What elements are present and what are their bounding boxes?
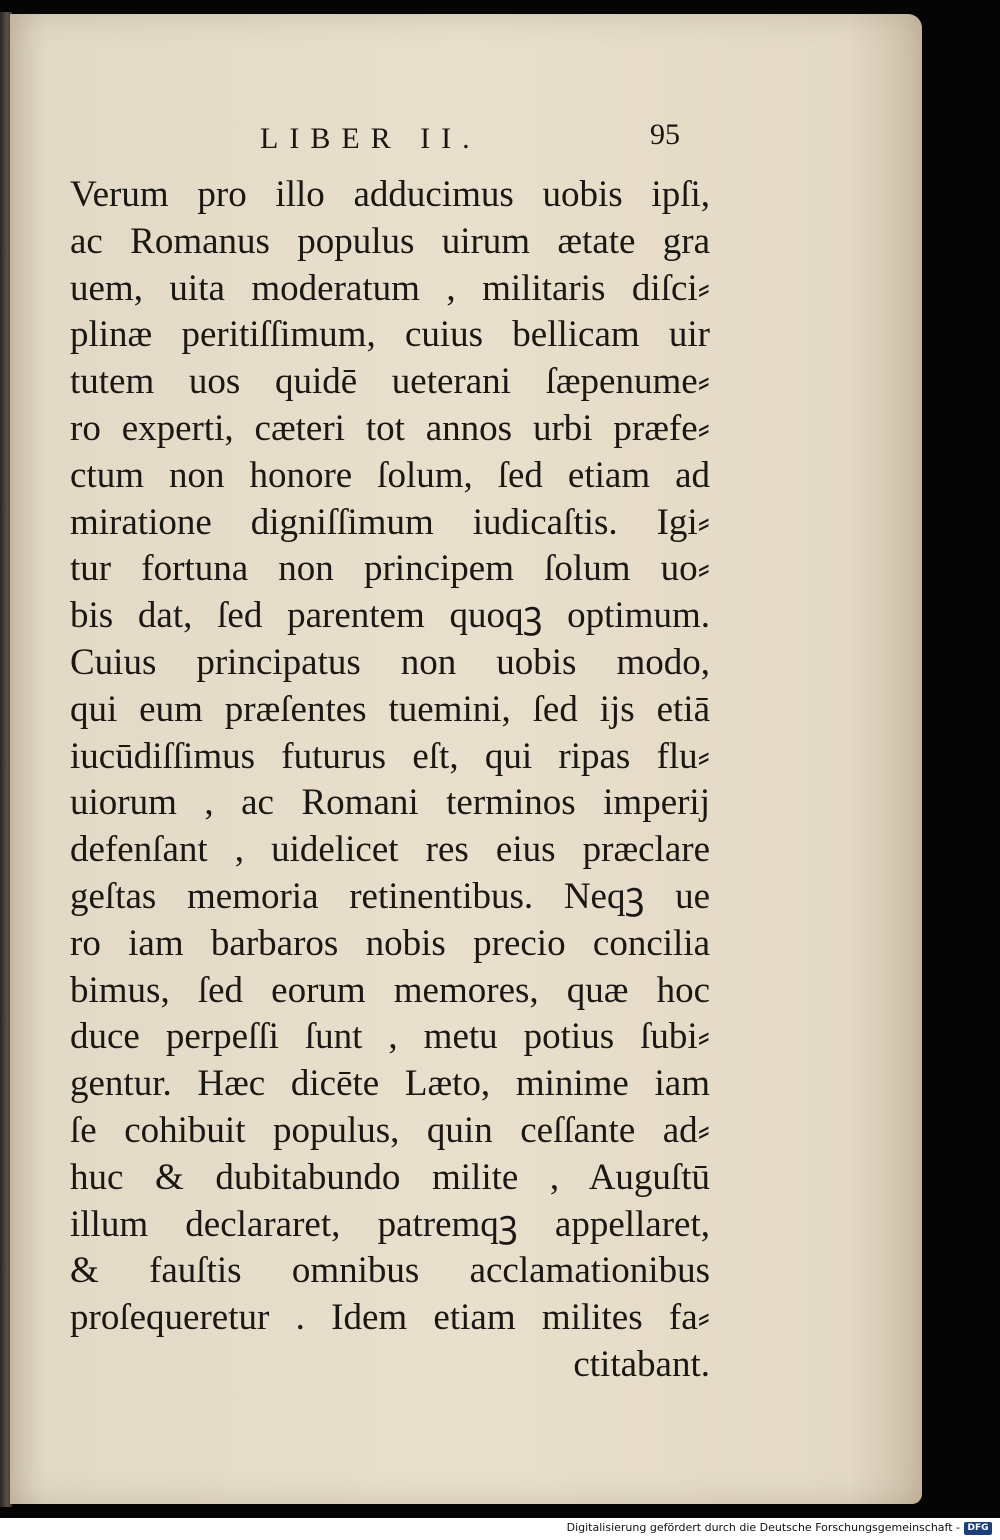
text-line: Verum pro illo adducimus uobis ipſi,: [70, 174, 710, 215]
text-line: illum declararet, patremqꝫ appellaret,: [70, 1203, 710, 1245]
book-page: [10, 14, 922, 1504]
digitization-footer: [0, 1518, 1000, 1540]
text-line: & fauſtis omnibus acclamationibus: [70, 1250, 710, 1292]
text-line: miratione digniſſimum iudicaſtis. Igi⸗: [70, 501, 710, 543]
text-line: uem, uita moderatum , militaris diſci⸗: [70, 267, 710, 309]
text-line: ſe cohibuit populus, quin ceſſante ad⸗: [70, 1109, 710, 1151]
text-line: tur fortuna non principem ſolum uo⸗: [70, 548, 710, 590]
text-line: ro experti, cæteri tot annos urbi præfe⸗: [70, 407, 710, 449]
page-number: 95: [650, 118, 680, 151]
text-line: uiorum , ac Romani terminos imperij: [70, 782, 710, 824]
text-line: bis dat, ſed parentem quoqꝫ optimum.: [70, 595, 710, 637]
text-line: ro iam barbaros nobis precio concilia: [70, 922, 710, 964]
text-line: duce perpeſſi ſunt , metu potius ſubi⸗: [70, 1016, 710, 1058]
text-line-last: ctitabant.: [573, 1343, 710, 1385]
running-title: LIBER II.: [260, 122, 481, 155]
dfg-logo: DFG: [964, 1522, 992, 1535]
text-line: proſequeretur . Idem etiam milites fa⸗: [70, 1297, 710, 1339]
text-line: Cuius principatus non uobis modo,: [70, 641, 710, 683]
text-line: geſtas memoria retinentibus. Neqꝫ ue: [70, 875, 710, 917]
text-line: gentur. Hæc dicēte Læto, minime iam: [70, 1063, 710, 1105]
body-text: [70, 172, 710, 1389]
page-header: [260, 118, 680, 162]
text-line: bimus, ſed eorum memores, quæ hoc: [70, 969, 710, 1011]
text-line: plinæ peritiſſimum, cuius bellicam uir: [70, 314, 710, 356]
text-line: ac Romanus populus uirum ætate gra: [70, 220, 710, 262]
text-line: qui eum præſentes tuemini, ſed ijs etiā: [70, 688, 710, 730]
text-line: defenſant , uidelicet res eius præclare: [70, 829, 710, 871]
text-line: ctum non honore ſolum, ſed etiam ad: [70, 454, 710, 496]
funding-credit: Digitalisierung gefördert durch die Deutsche Forschungsgemeinschaft -: [566, 1521, 960, 1534]
text-line: huc & dubitabundo milite , Auguſtū: [70, 1156, 710, 1198]
text-line: iucūdiſſimus futurus eſt, qui ripas flu⸗: [70, 735, 710, 777]
text-line: tutem uos quidē ueterani ſæpenume⸗: [70, 361, 710, 403]
